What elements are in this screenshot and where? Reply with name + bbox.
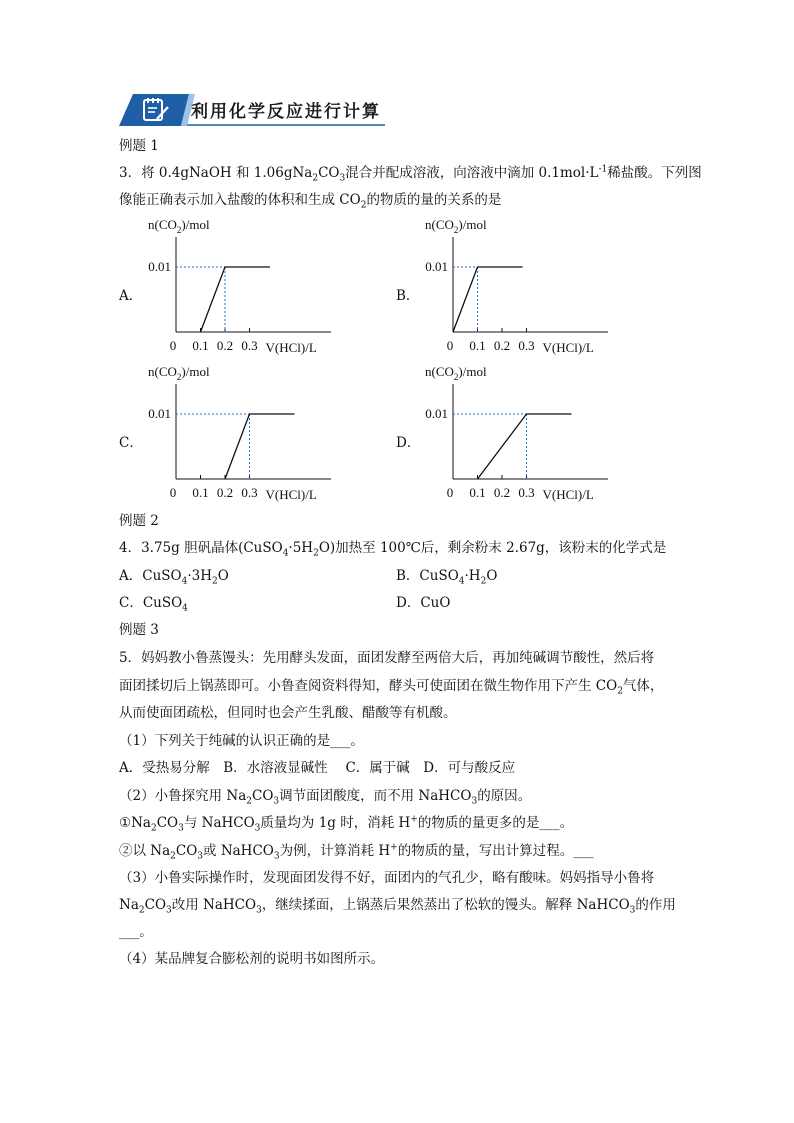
x-tick-label: 0 bbox=[169, 485, 177, 500]
example-label-1: 例题 1 bbox=[119, 138, 159, 154]
q3-sub1-options: A．受热易分解 B．水溶液显碱性 C．属于碱 D．可与酸反应 bbox=[119, 760, 516, 776]
q2-option-a: A．$CuSO_4\cdot 3H_2O$ bbox=[119, 568, 229, 587]
graph-svg bbox=[119, 212, 369, 362]
notepad-pen-icon bbox=[141, 97, 171, 123]
graph-option-d bbox=[396, 359, 646, 513]
x-tick-label: 0.3 bbox=[241, 485, 258, 500]
graph-option-b bbox=[396, 212, 646, 366]
q2-option-d: D．CuO bbox=[396, 595, 451, 611]
x-tick-label: 0 bbox=[446, 338, 454, 353]
x-tick-label: 0.3 bbox=[518, 338, 535, 353]
x-tick-label: 0.3 bbox=[518, 485, 535, 500]
example-label-3: 例题 3 bbox=[119, 622, 159, 638]
y-axis-label: $n(CO_2)$/mol bbox=[148, 364, 210, 382]
q3-sub3-line1: （3）小鲁实际操作时，发现面团发得不好，面团内的气孔少，略有酸味。妈妈指导小鲁将 bbox=[119, 870, 655, 886]
y-axis-label: $n(CO_2)$/mol bbox=[425, 364, 487, 382]
data-line bbox=[225, 414, 295, 479]
x-axis-label: V(HCl)/L bbox=[542, 340, 594, 355]
data-line bbox=[478, 414, 572, 479]
x-tick-label: 0.1 bbox=[469, 485, 486, 500]
section-header bbox=[119, 94, 385, 126]
q3-sub2-part1: $①Na_2CO_3$与 NaHCO$_3$质量均为 1g 时，消耗 H+的物质的量更多的是___。 bbox=[119, 814, 574, 834]
x-tick-label: 0.2 bbox=[216, 338, 234, 353]
option-letter: B． bbox=[396, 288, 420, 304]
graph-option-c bbox=[119, 359, 369, 513]
y-axis-label: $n(CO_2)$/mol bbox=[148, 217, 210, 235]
y-tick-label: 0.01 bbox=[425, 406, 448, 421]
x-tick-label: 0.3 bbox=[241, 338, 258, 353]
x-tick-label: 0.2 bbox=[216, 485, 234, 500]
y-axis-label: $n(CO_2)$/mol bbox=[425, 217, 487, 235]
section-title: 利用化学反应进行计算 bbox=[191, 102, 381, 122]
q1-stem-line1: 3．将 0.4gNaOH 和 $1.06gNa_2CO_3$混合并配成溶液，向溶液中滴加 $0.1mol\cdot L^{-1}$稀盐酸。下列图 bbox=[119, 164, 702, 184]
q3-sub2: （2）小鲁探究用 $Na_2CO_3$调节面团酸度，而不用 NaHCO$_3$的原因。 bbox=[119, 788, 532, 807]
q3-sub3-line3: ___。 bbox=[119, 924, 153, 940]
data-line bbox=[201, 267, 271, 332]
x-tick-label: 0.1 bbox=[192, 485, 209, 500]
data-line bbox=[453, 267, 523, 332]
q3-sub2-part2: ②以 $Na_2CO_3$或 NaHCO$_3$为例，计算消耗 H+的物质的量，写出计算过程。___ bbox=[119, 842, 594, 862]
q2-option-c: C．CuSO$_4$ bbox=[119, 595, 188, 614]
q1-stem-line2: 像能正确表示加入盐酸的体积和生成 $CO_2$的物质的量的关系的是 bbox=[119, 192, 502, 211]
q2-stem: 4．3.75g 胆矾晶体$(CuSO_4\cdot 5H_2O)$加热至 100℃后，剩余粉末 2.67g，该粉末的化学式是 bbox=[119, 540, 667, 559]
x-axis-label: V(HCl)/L bbox=[265, 340, 317, 355]
x-tick-label: 0.2 bbox=[493, 485, 511, 500]
example-label-2: 例题 2 bbox=[119, 513, 159, 529]
option-letter: A． bbox=[119, 288, 143, 304]
q3-sub1: （1）下列关于纯碱的认识正确的是___。 bbox=[119, 733, 364, 749]
y-tick-label: 0.01 bbox=[148, 406, 171, 421]
x-tick-label: 0 bbox=[446, 485, 454, 500]
x-tick-label: 0.1 bbox=[469, 338, 486, 353]
q2-option-b: B．$CuSO_4\cdot H_2O$ bbox=[396, 568, 498, 587]
y-tick-label: 0.01 bbox=[425, 259, 448, 274]
q3-paragraph-2: 面团揉切后上锅蒸即可。小鲁查阅资料得知，酵头可使面团在微生物作用下产生 $CO_2$气体， bbox=[119, 678, 664, 697]
x-tick-label: 0 bbox=[169, 338, 177, 353]
q3-sub4: （4）某品牌复合膨松剂的说明书如图所示。 bbox=[119, 951, 385, 967]
option-letter: D． bbox=[396, 435, 421, 451]
q3-paragraph-3: 从而使面团疏松，但同时也会产生乳酸、醋酸等有机酸。 bbox=[119, 705, 457, 721]
q3-sub3-line2: $Na_2CO_3$改用 NaHCO$_3$，继续揉面，上锅蒸后果然蒸出了松软的馒头。解释 NaHCO$_3$的作用 bbox=[119, 897, 676, 916]
x-axis-label: V(HCl)/L bbox=[542, 487, 594, 502]
x-axis-label: V(HCl)/L bbox=[265, 487, 317, 502]
x-tick-label: 0.1 bbox=[192, 338, 209, 353]
graph-svg bbox=[119, 359, 369, 509]
graph-option-a bbox=[119, 212, 369, 366]
y-tick-label: 0.01 bbox=[148, 259, 171, 274]
q3-paragraph-1: 5．妈妈教小鲁蒸馒头：先用酵头发面，面团发酵至两倍大后，再加纯碱调节酸性，然后将 bbox=[119, 650, 655, 666]
option-letter: C． bbox=[119, 435, 143, 451]
graph-svg bbox=[396, 359, 646, 509]
graph-svg bbox=[396, 212, 646, 362]
x-tick-label: 0.2 bbox=[493, 338, 511, 353]
